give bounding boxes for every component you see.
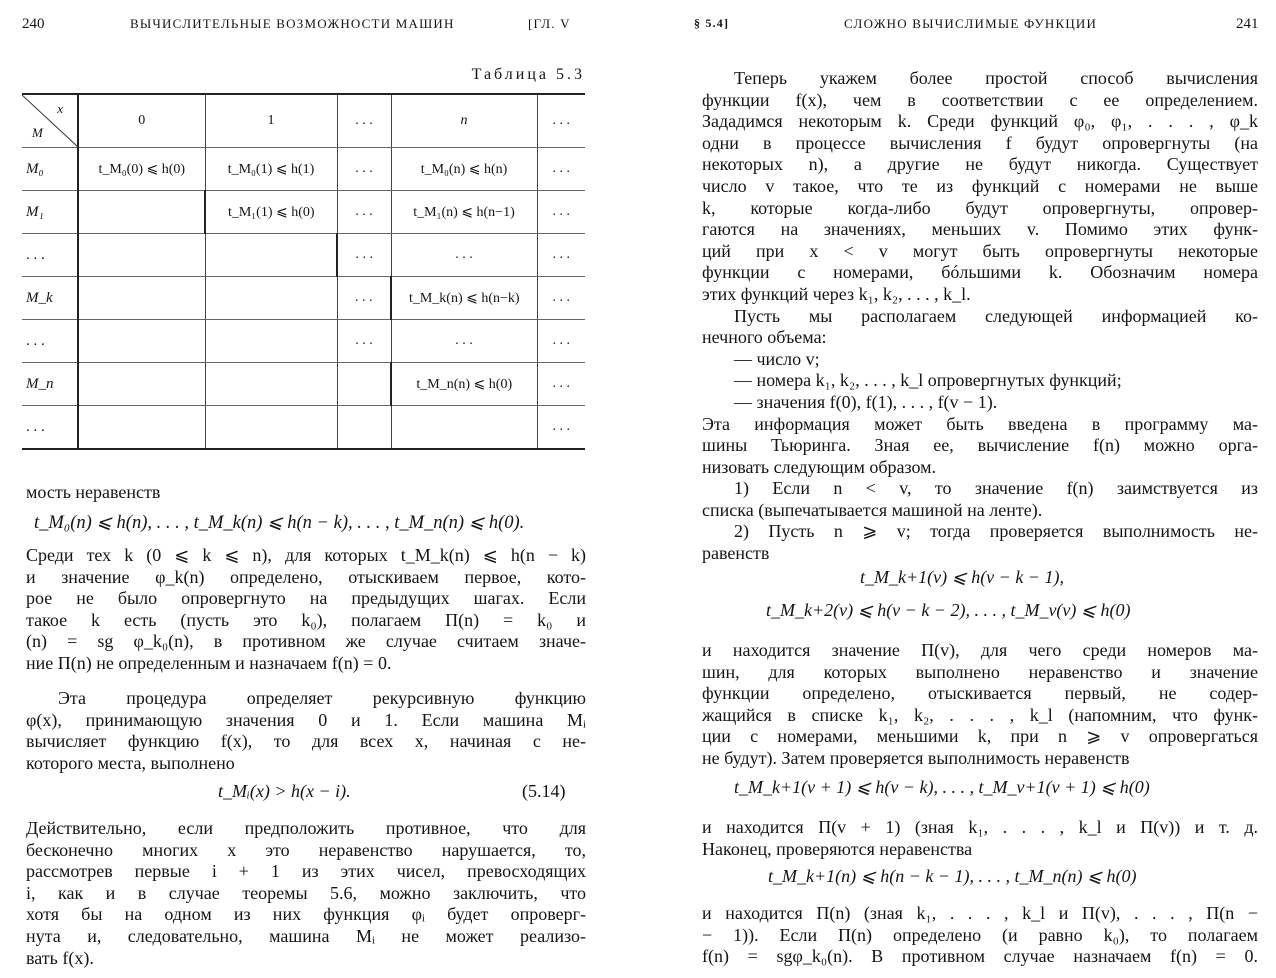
paragraph-5-right xyxy=(702,817,1258,860)
running-title-left: ВЫЧИСЛИТЕЛЬНЫЕ ВОЗМОЖНОСТИ МАШИН xyxy=(130,16,455,31)
text-line: i, как и в случае теоремы 5.6, можно заключить, что xyxy=(26,882,586,903)
text-line: вычисляет функцию f(x), то для всех x, начиная с не- xyxy=(26,731,586,752)
table-corner-cell xyxy=(22,94,78,148)
table-cell xyxy=(205,406,337,450)
table-cell xyxy=(78,406,205,450)
formula-3a: t_M_k+1(v) ⩽ h(v − k − 1), xyxy=(860,567,1064,587)
text-line: некоторых n), а другие не будут никогда. Существует xyxy=(702,154,1258,175)
diagonal-line xyxy=(22,95,78,147)
text-line: низовать следующим образом. xyxy=(702,456,937,477)
table-cell: . . . xyxy=(337,277,391,320)
paragraph-4 xyxy=(26,818,586,969)
text-line: мость неравенств xyxy=(26,482,161,502)
table-cell xyxy=(337,363,391,406)
row-label: M₀ xyxy=(22,148,78,191)
column-header: 1 xyxy=(205,94,337,148)
table-cell: . . . xyxy=(337,234,391,277)
list-item: — номера k₁, k₂, . . . , k_l опровергнутых функций; xyxy=(734,370,1122,391)
table-caption: Таблица 5.3 xyxy=(471,66,585,83)
table-row xyxy=(22,277,585,320)
table-5-3 xyxy=(22,93,585,450)
text-line: f(n) = sgφ_k₀(n). В противном случае назначаем f(n) = 0. xyxy=(702,946,1258,967)
table-cell: . . . xyxy=(337,148,391,191)
text-line: 1) Если n < v, то значение f(n) заимствуется из xyxy=(734,478,1258,499)
text-line: и находится П(v + 1) (зная k₁, . . . , k_l и П(v)) и т. д. xyxy=(702,817,1258,837)
chapter-label: [ГЛ. V xyxy=(528,16,571,31)
text-line: списка (выпечатывается машиной на ленте). xyxy=(702,499,1043,520)
text-line: и находится значение П(v), для чего среди номеров ма- xyxy=(702,640,1258,660)
text-line: ции с номерами, меньшими k, при n ⩾ v опровергаться xyxy=(702,726,1258,747)
text-line: не будут). Затем проверяется выполнимость неравенств xyxy=(702,747,1130,768)
text-line: нута и, следовательно, машина Mᵢ не может реализо- xyxy=(26,925,586,946)
text-line: Зададимся некоторым k. Среди функций φ₀, φ₁, . . . , φ_k xyxy=(702,111,1258,132)
formula-5-14: t_Mᵢ(x) > h(x − i). xyxy=(218,781,351,801)
row-label: . . . xyxy=(22,234,78,277)
table-cell: t_M₁(n) ⩽ h(n−1) xyxy=(391,191,537,234)
table-cell xyxy=(205,320,337,363)
text-line: функции определено, отыскивается первый, не содер- xyxy=(702,683,1258,704)
text-line: Теперь укажем более простой способ вычисления xyxy=(734,68,1258,88)
table-row xyxy=(22,320,585,363)
list-item: — значения f(0), f(1), . . . , f(v − 1). xyxy=(734,391,998,412)
table-cell: . . . xyxy=(537,277,585,320)
text-line: Наконец, проверяются неравенства xyxy=(702,838,973,859)
table-cell: . . . xyxy=(337,191,391,234)
column-header: 0 xyxy=(78,94,205,148)
page-number-right: 241 xyxy=(1236,16,1259,32)
text-line: Действительно, если предположить противное, что для xyxy=(26,818,586,838)
text-line: φ(x), принимающую значения 0 и 1. Если машина Mᵢ xyxy=(26,709,586,730)
table-cell: . . . xyxy=(337,320,391,363)
text-line: бесконечно многих x это неравенство нарушается, то, xyxy=(26,839,586,860)
table-cell: t_M₁(1) ⩽ h(0) xyxy=(205,191,337,234)
paragraph-1 xyxy=(702,68,1258,565)
text-line: k, которые когда-либо будут опровергнуты, опровер- xyxy=(702,197,1258,218)
text-line: Пусть мы располагаем следующей информацией ко- xyxy=(734,305,1258,326)
text-line: нечного объема: xyxy=(702,327,827,348)
table-cell xyxy=(78,191,205,234)
paragraph-4-right xyxy=(702,640,1258,770)
text-line: (n) = sg φ_k₀(n), в противном же случае считаем значе- xyxy=(26,631,586,652)
left-page xyxy=(0,0,608,978)
formula-5: t_M_k+1(n) ⩽ h(n − k − 1), . . . , t_M_n(n) ⩽ h(0) xyxy=(768,866,1137,886)
table-cell xyxy=(391,406,537,450)
text-line: Эта процедура определяет рекурсивную функцию xyxy=(58,688,586,708)
table-cell xyxy=(78,277,205,320)
table-cell xyxy=(337,406,391,450)
column-header: n xyxy=(391,94,537,148)
text-line: шины Тьюринга. Зная ее, вычисление f(n) можно орга- xyxy=(702,435,1258,456)
table-cell xyxy=(78,234,205,277)
row-label: M_n xyxy=(22,363,78,406)
paragraph-3 xyxy=(26,688,586,774)
table-cell: . . . xyxy=(391,320,537,363)
row-label: . . . xyxy=(22,406,78,450)
table-cell: t_M_k(n) ⩽ h(n−k) xyxy=(391,277,537,320)
page-number-left: 240 xyxy=(22,16,45,32)
table-cell: . . . xyxy=(391,234,537,277)
text-line: этих функций через k₁, k₂, . . . , k_l. xyxy=(702,283,971,304)
table-cell xyxy=(205,234,337,277)
text-line: гаются на значениях, меньших v. Помимо этих функ- xyxy=(702,219,1258,240)
text-line: ций при x < v могут быть опровергнуты некоторые xyxy=(702,240,1258,261)
column-header: . . . xyxy=(537,94,585,148)
table-row xyxy=(22,406,585,450)
table-cell: . . . xyxy=(537,148,585,191)
table-cell: . . . xyxy=(537,406,585,450)
text-line: число v такое, что те из функций с номерами не выше xyxy=(702,175,1258,196)
text-line: 2) Пусть n ⩾ v; тогда проверяется выполнимость не- xyxy=(734,521,1258,542)
right-page xyxy=(668,0,1276,978)
list-item: — число v; xyxy=(734,348,820,369)
table-cell: . . . xyxy=(537,191,585,234)
text-line: хотя бы на одном из них функция φᵢ будет опроверг- xyxy=(26,904,586,925)
table-header-row xyxy=(22,94,585,148)
table-row xyxy=(22,363,585,406)
table-cell xyxy=(78,320,205,363)
table-cell: t_M₀(0) ⩽ h(0) xyxy=(78,148,205,191)
table-cell: . . . xyxy=(537,320,585,363)
row-label: . . . xyxy=(22,320,78,363)
table-row xyxy=(22,148,585,191)
text-line: равенств xyxy=(702,543,770,564)
paragraph-6-right xyxy=(702,903,1258,968)
row-label: M_k xyxy=(22,277,78,320)
table-cell: t_M₀(n) ⩽ h(n) xyxy=(391,148,537,191)
row-label: M₁ xyxy=(22,191,78,234)
table-row xyxy=(22,234,585,277)
text-line: жащийся в списке k₁, k₂, . . . , k_l (напомним, что функ- xyxy=(702,704,1258,725)
column-header: . . . xyxy=(337,94,391,148)
table-cell: . . . xyxy=(537,363,585,406)
text-line: рассмотрев первые i + 1 из этих чисел, превосходящих xyxy=(26,861,586,882)
table-cell xyxy=(205,277,337,320)
text-line: рое не было опровергнуто на предыдущих шагах. Если xyxy=(26,588,586,609)
text-line: вать f(x). xyxy=(26,947,94,968)
text-line: Среди тех k (0 ⩽ k ⩽ n), для которых t_M_k(n) ⩽ h(n − k) xyxy=(26,545,586,565)
text-line: функции с номерами, бóльшими k. Обозначим номера xyxy=(702,262,1258,283)
table-cell xyxy=(78,363,205,406)
formula-inequalities: t_M₀(n) ⩽ h(n), . . . , t_M_k(n) ⩽ h(n − k), . . . , t_M_n(n) ⩽ h(0). xyxy=(34,513,525,533)
running-title-right: СЛОЖНО ВЫЧИСЛИМЫЕ ФУНКЦИИ xyxy=(844,16,1098,31)
paragraph-2 xyxy=(26,545,586,675)
text-line: шин, для которых выполнено неравенство и значение xyxy=(702,661,1258,682)
corner-x-label: x xyxy=(57,101,63,116)
text-line: и находится П(n) (зная k₁, . . . , k_l и П(v), . . . , П(n − xyxy=(702,903,1258,923)
text-line: и значение φ_k(n) определено, отыскиваем первое, кото- xyxy=(26,566,586,587)
formula-4: t_M_k+1(v + 1) ⩽ h(v − k), . . . , t_M_v+1(v + 1) ⩽ h(0) xyxy=(734,777,1150,797)
table-cell xyxy=(205,363,337,406)
table-cell: t_M₀(1) ⩽ h(1) xyxy=(205,148,337,191)
text-line: Эта информация может быть введена в программу ма- xyxy=(702,413,1258,434)
text-line: − 1)). Если П(n) определено (и равно k₀), то полагаем xyxy=(702,924,1258,945)
corner-m-label: M xyxy=(32,125,43,140)
table-cell: . . . xyxy=(537,234,585,277)
text-line: ние П(n) не определенным и назначаем f(n) = 0. xyxy=(26,652,392,673)
text-inequalities-intro xyxy=(26,482,586,504)
text-line: которого места, выполнено xyxy=(26,752,235,773)
formula-3b: t_M_k+2(v) ⩽ h(v − k − 2), . . . , t_M_v(v) ⩽ h(0) xyxy=(766,600,1131,620)
text-line: такое k есть (пусть это k₀), полагаем П(n) = k₀ и xyxy=(26,609,586,630)
table-cell: t_M_n(n) ⩽ h(0) xyxy=(391,363,537,406)
text-line: одни в процессе вычисления f будут опровергнуты (на xyxy=(702,132,1258,153)
section-label: § 5.4] xyxy=(694,16,730,30)
text-line: функции f(x), чем в соответствии с ее определением. xyxy=(702,89,1258,110)
table-row xyxy=(22,191,585,234)
equation-number: (5.14) xyxy=(522,781,566,801)
